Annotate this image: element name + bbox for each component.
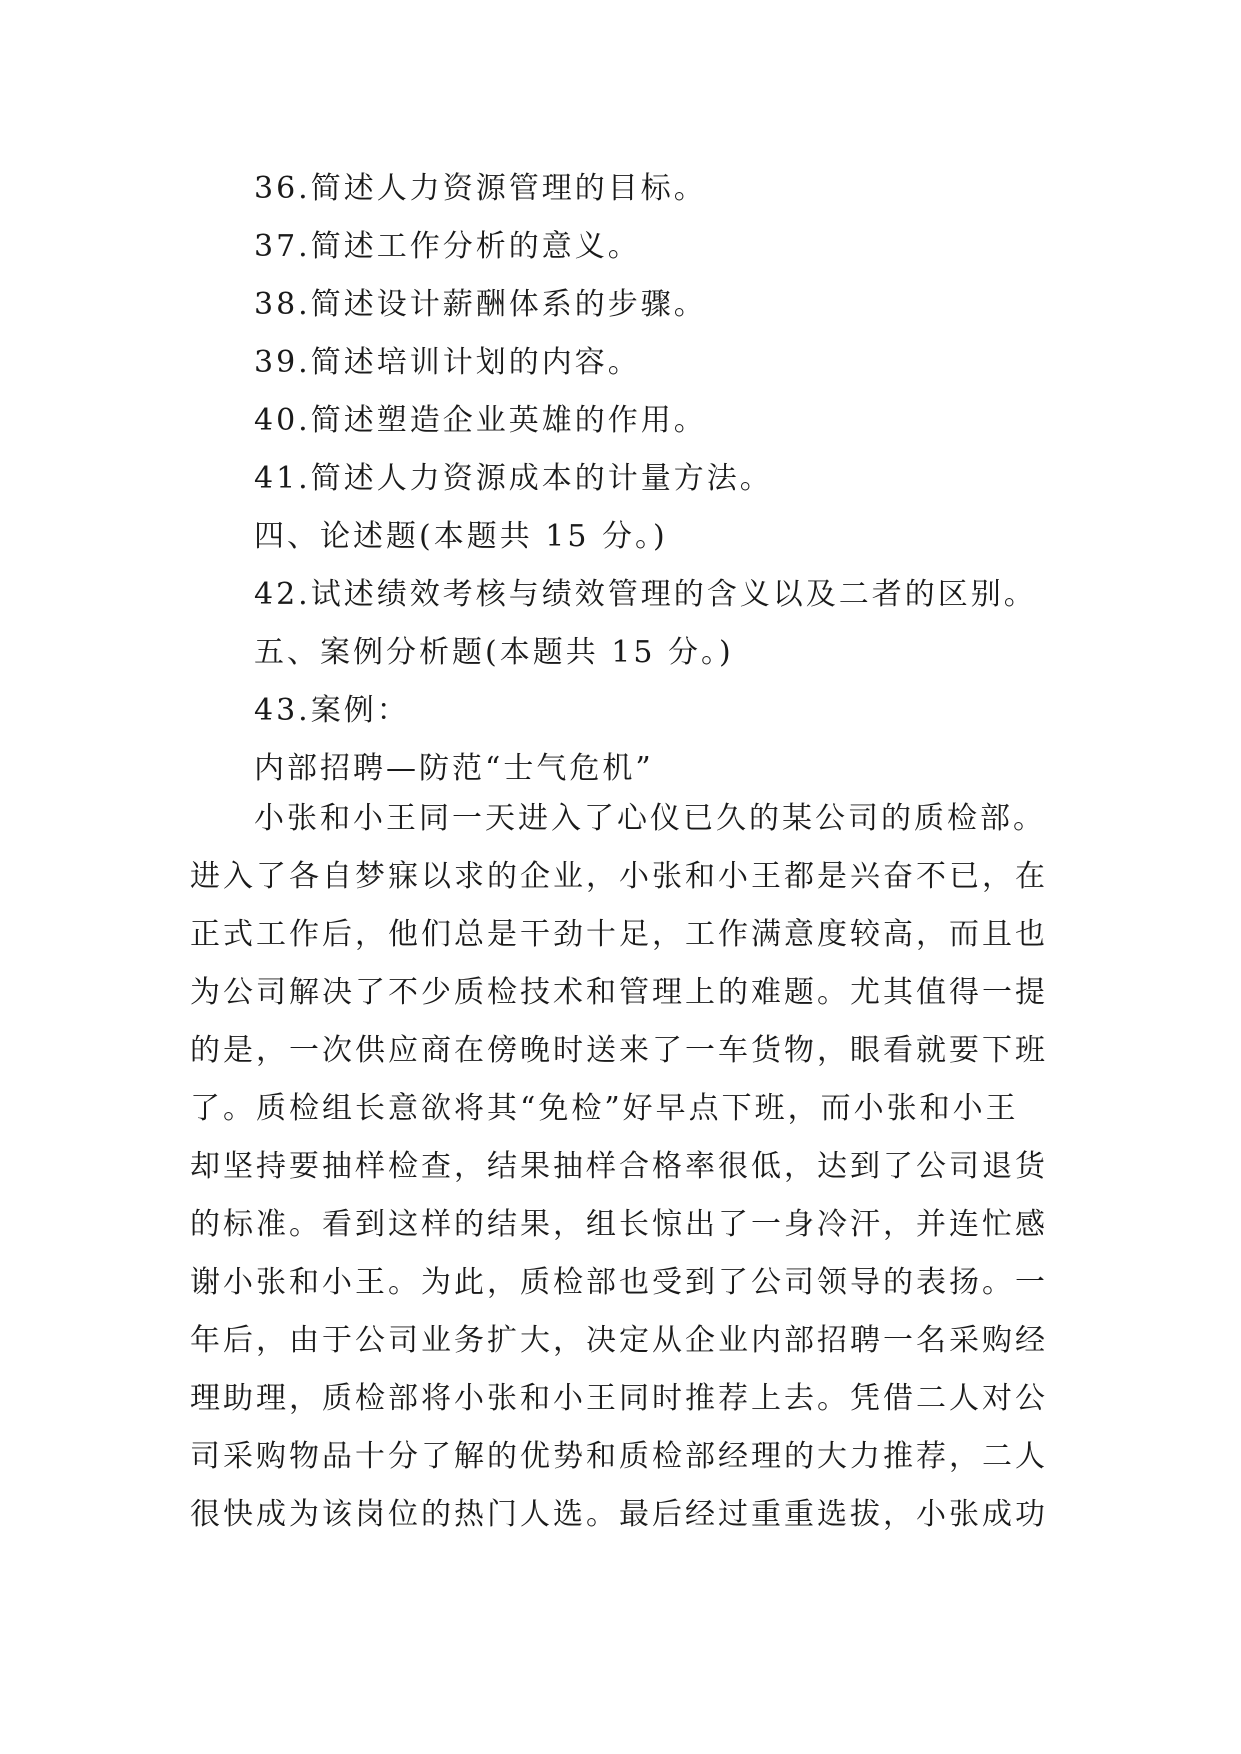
case-paragraph xyxy=(190,790,1070,1544)
case-line: 却坚持要抽样检查，结果抽样合格率很低，达到了公司退货 xyxy=(190,1149,1048,1184)
case-line: 的是，一次供应商在傍晚时送来了一车货物，眼看就要下班 xyxy=(190,1033,1048,1068)
question-36: 36.简述人力资源管理的目标。 xyxy=(254,171,707,206)
case-line: 很快成为该岗位的热门人选。最后经过重重选拔，小张成功 xyxy=(190,1497,1048,1532)
section-heading-essay: 四、论述题(本题共 15 分。) xyxy=(254,519,668,554)
case-line: 谢小张和小王。为此，质检部也受到了公司领导的表扬。一 xyxy=(190,1265,1048,1300)
section-heading-case-analysis: 五、案例分析题(本题共 15 分。) xyxy=(254,635,734,670)
case-line: 正式工作后，他们总是干劲十足，工作满意度较高，而且也 xyxy=(190,917,1048,952)
case-line: 年后，由于公司业务扩大，决定从企业内部招聘一名采购经 xyxy=(190,1323,1048,1358)
case-line: 进入了各自梦寐以求的企业，小张和小王都是兴奋不已，在 xyxy=(190,859,1048,894)
question-40: 40.简述塑造企业英雄的作用。 xyxy=(254,403,707,438)
case-line: 了。质检组长意欲将其“免检”好早点下班，而小张和小王 xyxy=(190,1091,1019,1126)
question-43: 43.案例： xyxy=(254,693,410,728)
question-list xyxy=(254,160,1074,798)
case-title: 内部招聘—防范“士气危机” xyxy=(254,751,654,786)
question-42: 42.试述绩效考核与绩效管理的含义以及二者的区别。 xyxy=(254,577,1037,612)
question-37: 37.简述工作分析的意义。 xyxy=(254,229,641,264)
case-line: 小张和小王同一天进入了心仪已久的某公司的质检部。 xyxy=(254,801,1046,836)
question-39: 39.简述培训计划的内容。 xyxy=(254,345,641,380)
case-line: 的标准。看到这样的结果，组长惊出了一身冷汗，并连忙感 xyxy=(190,1207,1048,1242)
question-38: 38.简述设计薪酬体系的步骤。 xyxy=(254,287,707,322)
question-41: 41.简述人力资源成本的计量方法。 xyxy=(254,461,773,496)
case-line: 理助理，质检部将小张和小王同时推荐上去。凭借二人对公 xyxy=(190,1381,1048,1416)
case-line: 为公司解决了不少质检技术和管理上的难题。尤其值得一提 xyxy=(190,975,1048,1010)
case-line: 司采购物品十分了解的优势和质检部经理的大力推荐，二人 xyxy=(190,1439,1048,1474)
